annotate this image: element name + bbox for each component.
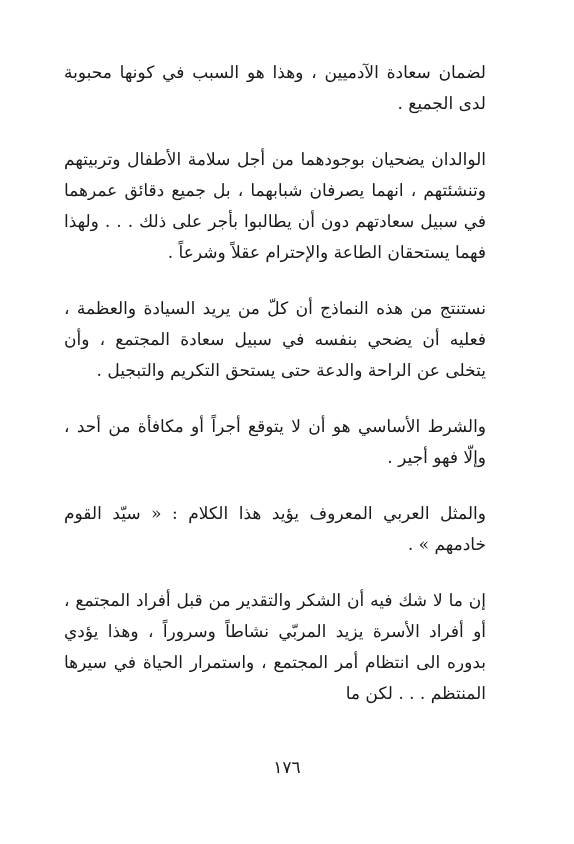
paragraph-5: والمثل العربي المعروف يؤيد هذا الكلام : « سيّد القوم خادمهم » . (64, 504, 486, 555)
paragraph-2: الوالدان يضحيان بوجودهما من أجل سلامة الأطفال وتربيتهم وتنشئتهم ، انهما يصرفان شبابهما ، بل جميع دقائق عمرهما في سبيل سعادتهم دون أن يطالبوا بأجر على ذلك . . . ولهذا فهما يستحقان الطاعة والإحترام عقلاً وشرعاً . (64, 150, 486, 263)
paragraph-1: لضمان سعادة الآدميين ، وهذا هو السبب في كونها محبوبة لدى الجميع . (64, 63, 486, 114)
body-text (64, 58, 486, 735)
paragraph-4: والشرط الأساسي هو أن لا يتوقع أجراً أو مكافأة من أحد ، وإلّا فهو أجير . (64, 417, 486, 468)
page-number: ١٧٦ (273, 758, 301, 778)
paragraph-3: نستنتج من هذه النماذج أن كلّ من يريد السيادة والعظمة ، فعليه أن يضحي بنفسه في سبيل سعادة المجتمع ، وأن يتخلى عن الراحة والدعة حتى يستحق التكريم والتبجيل . (64, 299, 486, 381)
paragraph-6: إن ما لا شك فيه أن الشكر والتقدير من قبل أفراد المجتمع ، أو أفراد الأسرة يزيد المربّي نشاطاً وسروراً ، وهذا يؤدي بدوره الى انتظام أمر المجتمع ، واستمرار الحياة في سيرها المنتظم . . . لكن ما (64, 591, 486, 704)
